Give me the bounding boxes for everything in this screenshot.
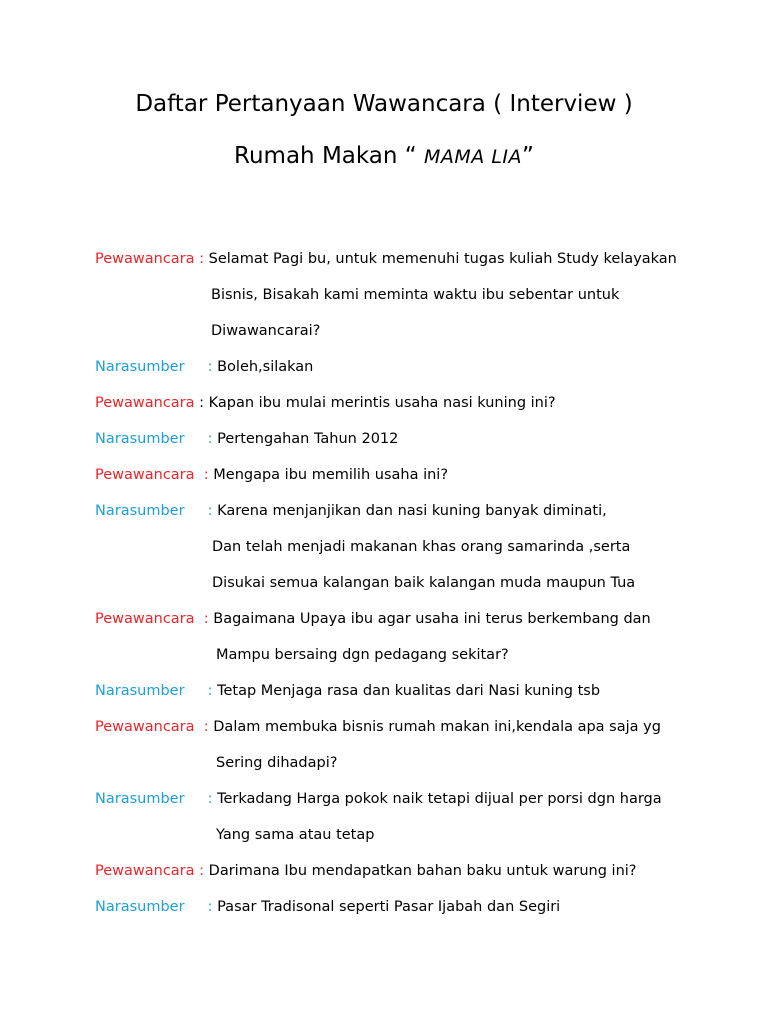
speaker-label: Pewawancara — [95, 395, 195, 411]
dialogue-entry — [95, 608, 651, 630]
dialogue-continuation: Diwawancarai? — [211, 323, 321, 339]
speaker-label: Pewawancara — [95, 251, 195, 267]
separator: : — [194, 863, 209, 879]
separator: : — [194, 611, 214, 627]
separator: : — [184, 359, 218, 375]
dialogue-entry — [95, 356, 313, 378]
speaker-label: Narasumber — [95, 791, 185, 807]
speaker-label: Narasumber — [95, 431, 185, 447]
document-title: Daftar Pertanyaan Wawancara ( Interview ) — [135, 91, 633, 117]
dialogue-text: Terkadang Harga pokok naik tetapi dijual per porsi dgn harga — [217, 791, 662, 807]
dialogue-entry — [95, 896, 560, 918]
separator: : — [194, 467, 214, 483]
dialogue-continuation: Dan telah menjadi makanan khas orang samarinda ,serta — [212, 539, 631, 555]
document-subtitle — [0, 143, 768, 169]
dialogue-text: Selamat Pagi bu, untuk memenuhi tugas kuliah Study kelayakan — [208, 251, 677, 267]
separator: : — [184, 899, 218, 915]
subtitle-suffix: ” — [522, 143, 534, 169]
dialogue-entry — [95, 680, 600, 702]
dialogue-text: Darimana Ibu mendapatkan bahan baku untuk warung ini? — [208, 863, 637, 879]
separator: : — [184, 503, 218, 519]
dialogue-continuation: Bisnis, Bisakah kami meminta waktu ibu sebentar untuk — [211, 287, 620, 303]
dialogue-continuation: Mampu bersaing dgn pedagang sekitar? — [216, 647, 509, 663]
dialogue-text: Karena menjanjikan dan nasi kuning banyak diminati, — [217, 503, 607, 519]
dialogue-continuation: Disukai semua kalangan baik kalangan muda maupun Tua — [212, 575, 636, 591]
dialogue-entry — [95, 392, 556, 414]
separator: : — [194, 251, 209, 267]
speaker-label: Pewawancara — [95, 611, 195, 627]
separator: : — [184, 431, 218, 447]
subtitle-prefix: Rumah Makan “ — [234, 143, 425, 169]
dialogue-entry — [95, 716, 661, 738]
dialogue-entry — [95, 500, 607, 522]
speaker-label: Narasumber — [95, 899, 185, 915]
dialogue-entry — [95, 860, 637, 882]
restaurant-name: MAMA LIA — [424, 146, 523, 168]
dialogue-entry — [95, 788, 662, 810]
dialogue-continuation: Yang sama atau tetap — [216, 827, 375, 843]
separator: : — [194, 395, 209, 411]
dialogue-text: Bagaimana Upaya ibu agar usaha ini terus berkembang dan — [213, 611, 651, 627]
dialogue-text: Pertengahan Tahun 2012 — [217, 431, 399, 447]
dialogue-entry — [95, 464, 448, 486]
separator: : — [184, 683, 218, 699]
speaker-label: Pewawancara — [95, 467, 195, 483]
dialogue-text: Tetap Menjaga rasa dan kualitas dari Nasi kuning tsb — [217, 683, 601, 699]
dialogue-text: Boleh,silakan — [217, 359, 314, 375]
speaker-label: Narasumber — [95, 503, 185, 519]
dialogue-entry — [95, 428, 398, 450]
dialogue-entry — [95, 248, 677, 270]
speaker-label: Narasumber — [95, 683, 185, 699]
dialogue-text: Pasar Tradisonal seperti Pasar Ijabah dan Segiri — [217, 899, 561, 915]
dialogue-text: Dalam membuka bisnis rumah makan ini,kendala apa saja yg — [213, 719, 661, 735]
separator: : — [184, 791, 218, 807]
separator: : — [194, 719, 214, 735]
dialogue-text: Kapan ibu mulai merintis usaha nasi kuning ini? — [208, 395, 556, 411]
speaker-label: Pewawancara — [95, 719, 195, 735]
speaker-label: Pewawancara — [95, 863, 195, 879]
dialogue-text: Mengapa ibu memilih usaha ini? — [213, 467, 449, 483]
speaker-label: Narasumber — [95, 359, 185, 375]
dialogue-continuation: Sering dihadapi? — [216, 755, 338, 771]
